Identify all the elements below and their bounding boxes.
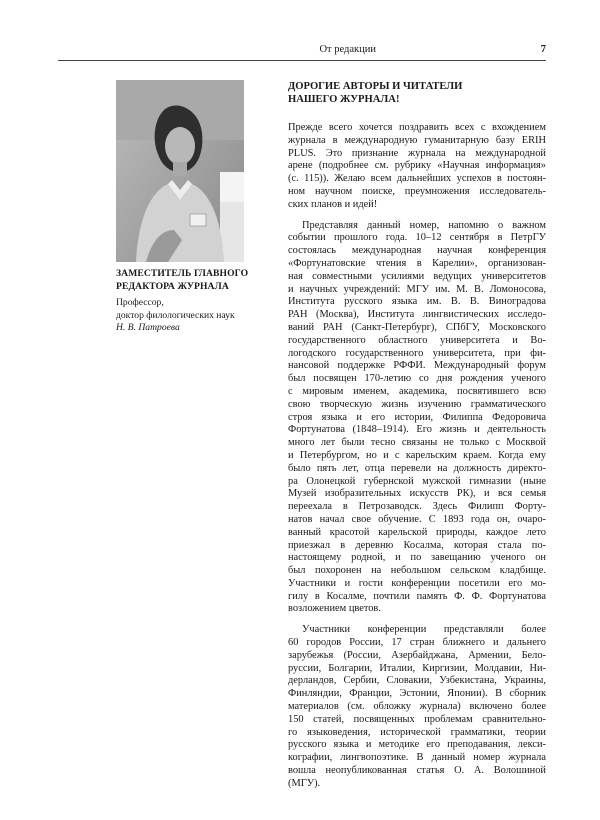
text-line: государственного областного университета и Во- [288, 334, 546, 346]
editor-caption [116, 268, 266, 335]
author-photo [116, 80, 244, 262]
text-line: строя языка и его истории, Филиппа Федоровича [288, 411, 546, 423]
text-line: состоялась международная научная конференция [288, 245, 546, 257]
text-line: Института русского языка им. В. В. Виноградова [288, 296, 546, 308]
text-line: событии прошлого года. 10–12 сентября в ПетрГУ [288, 232, 546, 244]
text-line: гилу в Косалме, почтили память Ф. Ф. Фортунатова [288, 590, 546, 602]
portrait-image [116, 80, 244, 262]
paragraph-3 [288, 624, 546, 790]
text-line: и Петербургом, но и с карельским краем. Когда ему [288, 449, 546, 461]
text-line: нансовой поддержке РФФИ. Международный форум [288, 360, 546, 372]
text-line: «Фортунатовские чтения в Карелии», организован- [288, 257, 546, 269]
text-line: Фортунатова (1848–1914). Его жизнь и деятельность [288, 424, 546, 436]
text-line: натов начал свое обучение. С 1893 года он, очаро- [288, 513, 546, 525]
text-line: ная совместными усилиями ведущих университетов [288, 270, 546, 282]
text-line: логодского государственного университета, при фи- [288, 347, 546, 359]
text-line: (МГУ). [288, 777, 321, 789]
text-line: дерландов, Сербии, Словакии, Узбекистана, Украины, [288, 675, 546, 687]
editor-credentials [116, 297, 266, 335]
text-line: Представляя данный номер, напомню о важном [302, 219, 546, 231]
text-line: приезжал в деревню Косалма, которая стала по- [288, 539, 546, 551]
credential-line: Профессор, [116, 297, 164, 309]
text-line: руссии, Болгарии, Италии, Киргизии, Молдавии, Ни- [288, 662, 546, 674]
text-line: с мировым именем, академика, посвятившего всю [288, 385, 546, 397]
text-line: Прежде всего хочется поздравить всех с вхождением [288, 122, 546, 133]
text-line: арене (подробнее см. рубрику «Научная информация» [288, 160, 546, 172]
text-line: настоящему родной, и по завещанию ученого он [288, 552, 546, 564]
text-line: русского языка и методике его преподавания, лекси- [288, 739, 546, 751]
text-line: был похоронен на небольшом сельском кладбище. [288, 565, 546, 577]
text-line: РАН (Москва), Института лингвистических исследо- [288, 309, 546, 321]
editor-role [116, 268, 266, 293]
text-line: материалов (см. обложку журнала) включено более [288, 701, 546, 713]
editor-name: Н. В. Патроева [116, 322, 180, 334]
text-line: PLUS. Это признание журнала на международной [288, 147, 546, 159]
paragraph-2 [288, 220, 546, 617]
page-number: 7 [540, 44, 546, 55]
text-line: зарубежья (России, Азербайджана, Армении, Бело- [288, 649, 546, 661]
section-title: От редакции [319, 44, 376, 55]
paragraph-1 [288, 122, 546, 212]
text-line: 60 городов России, 17 стран ближнего и дальнего [288, 637, 546, 649]
role-line: ЗАМЕСТИТЕЛЬ ГЛАВНОГО [116, 268, 249, 279]
text-line: ских планов и идей! [288, 198, 378, 210]
header-rule [58, 60, 546, 61]
text-line: Участники конференции представляли более [302, 624, 546, 636]
text-line: ном научном поиске, преумножения исследователь- [288, 185, 546, 197]
text-line: ра Олонецкой губернской мужской гимназии (ныне [288, 475, 546, 487]
text-line: переехала в Петрозаводск. Здесь Филипп Форту- [288, 501, 546, 513]
text-line: Участники и гости конференции посетили его мо- [288, 577, 546, 589]
heading-line: ДОРОГИЕ АВТОРЫ И ЧИТАТЕЛИ [288, 81, 463, 92]
text-line: вошла неопубликованная статья О. А. Волошиной [288, 765, 546, 777]
text-line: было пять лет, отца перевели на должность директо- [288, 462, 546, 474]
text-line: был посвящен 170-летию со дня рождения ученого [288, 373, 546, 385]
text-line: ванный красотой карельской природы, каждое лето [288, 526, 546, 538]
role-line: РЕДАКТОРА ЖУРНАЛА [116, 280, 229, 292]
heading-line: НАШЕГО ЖУРНАЛА! [288, 94, 400, 105]
text-line: свою творческую жизнь изучению грамматического [288, 398, 546, 410]
text-line: кографии, лингвопоэтике. В данный номер журнала [288, 752, 546, 764]
text-line: и научных учреждений: МГУ им. М. В. Ломоносова, [288, 283, 546, 295]
text-line: (с. 115)). Желаю всем дальнейших успехов в постоян- [288, 173, 546, 185]
text-line: журнала в международную гуманитарную базу ERIH [288, 134, 546, 146]
text-line: ваний РАН (Санкт-Петербург), СПбГУ, Московского [288, 321, 546, 333]
text-line: 150 статей, посвященных проблемам сравнительно- [288, 713, 546, 725]
editorial-article [288, 80, 546, 791]
text-line: Музей изобразительных искусств РК), и вся семья [288, 488, 546, 500]
text-line: много лет были тесно связаны не только с Москвой [288, 437, 546, 449]
text-line: возложением цветов. [288, 603, 381, 615]
article-heading [288, 80, 546, 106]
text-line: Финляндии, Франции, Эстонии, Японии). В сборник [288, 688, 546, 700]
credential-line: доктор филологических наук [116, 309, 235, 321]
running-header [58, 40, 546, 58]
text-line: го языковедения, исторической грамматики, теории [288, 726, 546, 738]
